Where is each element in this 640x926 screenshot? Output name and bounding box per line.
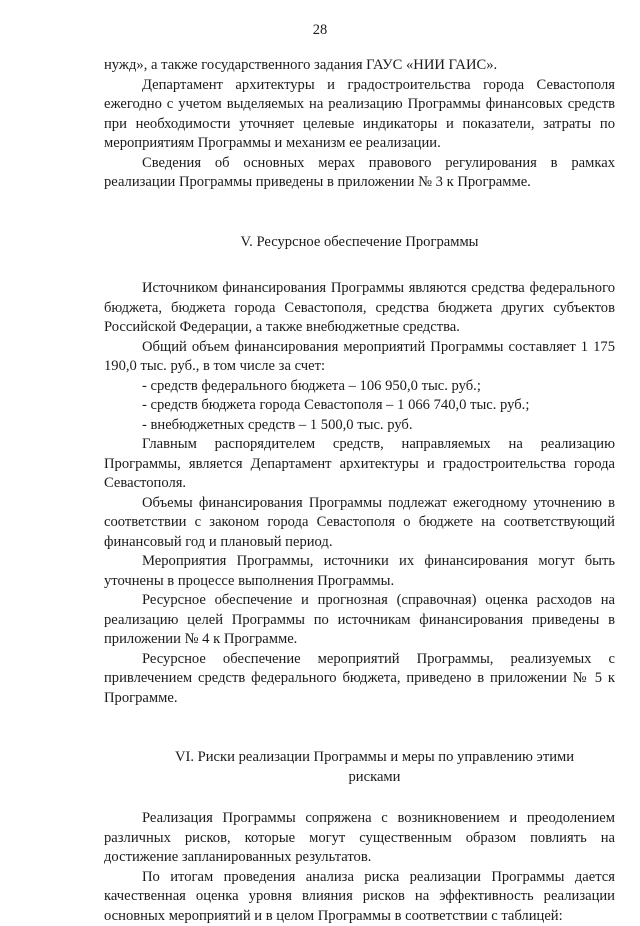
funding-list-item-federal: - средств федерального бюджета – 106 950,0 тыс. руб.; xyxy=(104,377,615,397)
funding-list-item-extrabudgetary: - внебюджетных средств – 1 500,0 тыс. руб. xyxy=(104,416,615,436)
section-vi-paragraph-1: Реализация Программы сопряжена с возникновением и преодолением различных рисков, которые могут существенным образом повлиять на достижение запланированных результатов. xyxy=(104,809,615,868)
section-v-paragraph-2: Общий объем финансирования мероприятий Программы составляет 1 175 190,0 тыс. руб., в том числе за счет: xyxy=(104,338,615,377)
section-vi-heading-line-1: VI. Риски реализации Программы и меры по управлению этими xyxy=(134,748,615,768)
section-vi-paragraph-2: По итогам проведения анализа риска реализации Программы дается качественная оценка уровня влияния рисков на эффективность реализации основных мероприятий и в целом Программы в соответствии с таблицей: xyxy=(104,868,615,926)
section-v-paragraph-3: Главным распорядителем средств, направляемых на реализацию Программы, является Департамент архитектуры и градостроительства города Севастополя. xyxy=(104,435,615,494)
section-v-paragraph-5: Мероприятия Программы, источники их финансирования могут быть уточнены в процессе выполнения Программы. xyxy=(104,552,615,591)
document-body xyxy=(104,56,615,926)
section-v-paragraph-7: Ресурсное обеспечение мероприятий Программы, реализуемых с привлечением средств федерального бюджета, приведено в приложении № 5 к Программе. xyxy=(104,650,615,709)
page-number: 28 xyxy=(0,22,640,39)
section-v-paragraph-1: Источником финансирования Программы являются средства федерального бюджета, бюджета города Севастополя, средства бюджета других субъектов Российской Федерации, а также внебюджетные средства. xyxy=(104,279,615,338)
section-vi-heading xyxy=(104,748,615,787)
section-v-paragraph-4: Объемы финансирования Программы подлежат ежегодному уточнению в соответствии с законом города Севастополя о бюджете на соответствующий финансовый год и плановый период. xyxy=(104,494,615,553)
paragraph-continuation: нужд», а также государственного задания ГАУС «НИИ ГАИС». xyxy=(104,56,615,76)
paragraph-legal-regulation: Сведения об основных мерах правового регулирования в рамках реализации Программы приведены в приложении № 3 к Программе. xyxy=(104,154,615,193)
funding-list-item-city: - средств бюджета города Севастополя – 1 066 740,0 тыс. руб.; xyxy=(104,396,615,416)
section-vi-heading-line-2: рисками xyxy=(134,768,615,788)
paragraph-department: Департамент архитектуры и градостроительства города Севастополя ежегодно с учетом выделяемых на реализацию Программы финансовых средств при необходимости уточняет целевые индикаторы и показатели, затраты по мероприятиям Программы и механизм ее реализации. xyxy=(104,76,615,154)
section-v-paragraph-6: Ресурсное обеспечение и прогнозная (справочная) оценка расходов на реализацию целей Программы по источникам финансирования приведены в приложении № 4 к Программе. xyxy=(104,591,615,650)
section-v-heading: V. Ресурсное обеспечение Программы xyxy=(104,233,615,253)
